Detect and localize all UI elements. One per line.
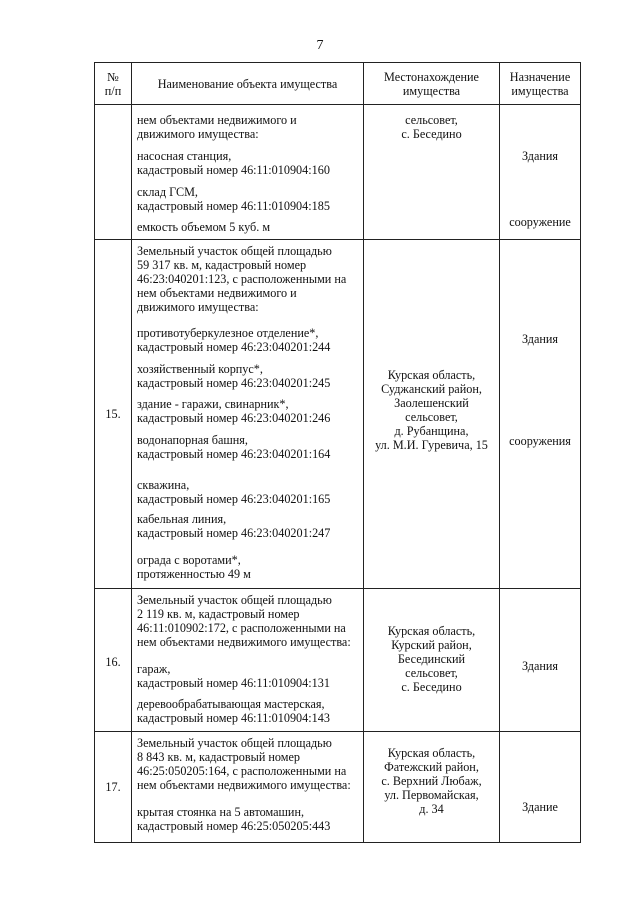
name-item: Земельный участок общей площадью 2 119 кв. м, кадастровый номер 46:11:010902:172, с расположенными на нем объектами недвижимого имущества:	[137, 593, 351, 649]
name-item: здание - гаражи, свинарник*, кадастровый номер 46:23:040201:246	[137, 397, 331, 425]
table-header-row	[95, 63, 581, 105]
row-number: 16.	[105, 655, 121, 669]
table-row	[95, 105, 581, 240]
row-num-cell	[95, 732, 132, 843]
row-purpose-cell	[500, 240, 581, 589]
header-purpose: Назначение имущества	[500, 63, 581, 105]
name-item: кабельная линия, кадастровый номер 46:23:040201:247	[137, 512, 331, 540]
row-location-cell	[364, 240, 500, 589]
row-num-cell	[95, 240, 132, 589]
purpose-text: Здания	[521, 149, 559, 163]
name-item: склад ГСМ, кадастровый номер 46:11:010904:185	[137, 185, 330, 213]
name-item: крытая стоянка на 5 автомашин, кадастровый номер 46:25:050205:443	[137, 805, 331, 833]
row-location-cell	[364, 105, 500, 240]
row-name-cell	[132, 589, 364, 732]
row-location-cell	[364, 589, 500, 732]
name-item: нем объектами недвижимого и движимого имущества:	[137, 113, 297, 141]
row-name-cell	[132, 732, 364, 843]
row-number: 17.	[105, 780, 121, 794]
page-number: 7	[316, 38, 324, 53]
name-item: Земельный участок общей площадью 8 843 кв. м, кадастровый номер 46:25:050205:164, с расположенными на нем объектами недвижимого имущества:	[137, 736, 351, 792]
name-item: скважина, кадастровый номер 46:23:040201:165	[137, 478, 331, 506]
purpose-text: сооружение	[509, 215, 571, 229]
name-item: противотуберкулезное отделение*, кадастровый номер 46:23:040201:244	[137, 326, 331, 354]
row-num-cell	[95, 105, 132, 240]
row-number: 15.	[105, 407, 121, 421]
name-item: емкость объемом 5 куб. м	[137, 220, 271, 234]
row-purpose-cell	[500, 732, 581, 843]
row-purpose-cell	[500, 589, 581, 732]
name-item: хозяйственный корпус*, кадастровый номер 46:23:040201:245	[137, 362, 331, 390]
location-text: Курская область, Курский район, Бесединский сельсовет, с. Беседино	[387, 624, 476, 694]
table-row	[95, 589, 581, 732]
name-item: гараж, кадастровый номер 46:11:010904:131	[137, 662, 330, 690]
purpose-text: Здания	[521, 332, 559, 346]
table-row	[95, 240, 581, 589]
row-name-cell	[132, 105, 364, 240]
name-item: Земельный участок общей площадью 59 317 кв. м, кадастровый номер 46:23:040201:123, с расположенными на нем объектами недвижимого и движимого имущества:	[137, 244, 347, 314]
row-purpose-cell	[500, 105, 581, 240]
row-location-cell	[364, 732, 500, 843]
location-text: сельсовет, с. Беседино	[401, 113, 462, 141]
name-item: ограда с воротами*, протяженностью 49 м	[137, 553, 251, 581]
name-item: водонапорная башня, кадастровый номер 46:23:040201:164	[137, 433, 331, 461]
header-num: № п/п	[95, 63, 132, 105]
purpose-text: Здание	[522, 800, 558, 814]
purpose-text: сооружения	[509, 434, 571, 448]
name-item: деревообрабатывающая мастерская, кадастровый номер 46:11:010904:143	[137, 697, 330, 725]
purpose-text: Здания	[521, 659, 559, 673]
location-text: Курская область, Фатежский район, с. Верхний Любаж, ул. Первомайская, д. 34	[381, 746, 482, 816]
row-num-cell	[95, 589, 132, 732]
header-name: Наименование объекта имущества	[132, 63, 364, 105]
location-text: Курская область, Суджанский район, Заолешенский сельсовет, д. Рубанщина, ул. М.И. Гуревича, 15	[375, 368, 488, 452]
header-location: Местонахождение имущества	[364, 63, 500, 105]
name-item: насосная станция, кадастровый номер 46:11:010904:160	[137, 149, 330, 177]
property-table	[94, 62, 581, 843]
row-name-cell	[132, 240, 364, 589]
table-row	[95, 732, 581, 843]
